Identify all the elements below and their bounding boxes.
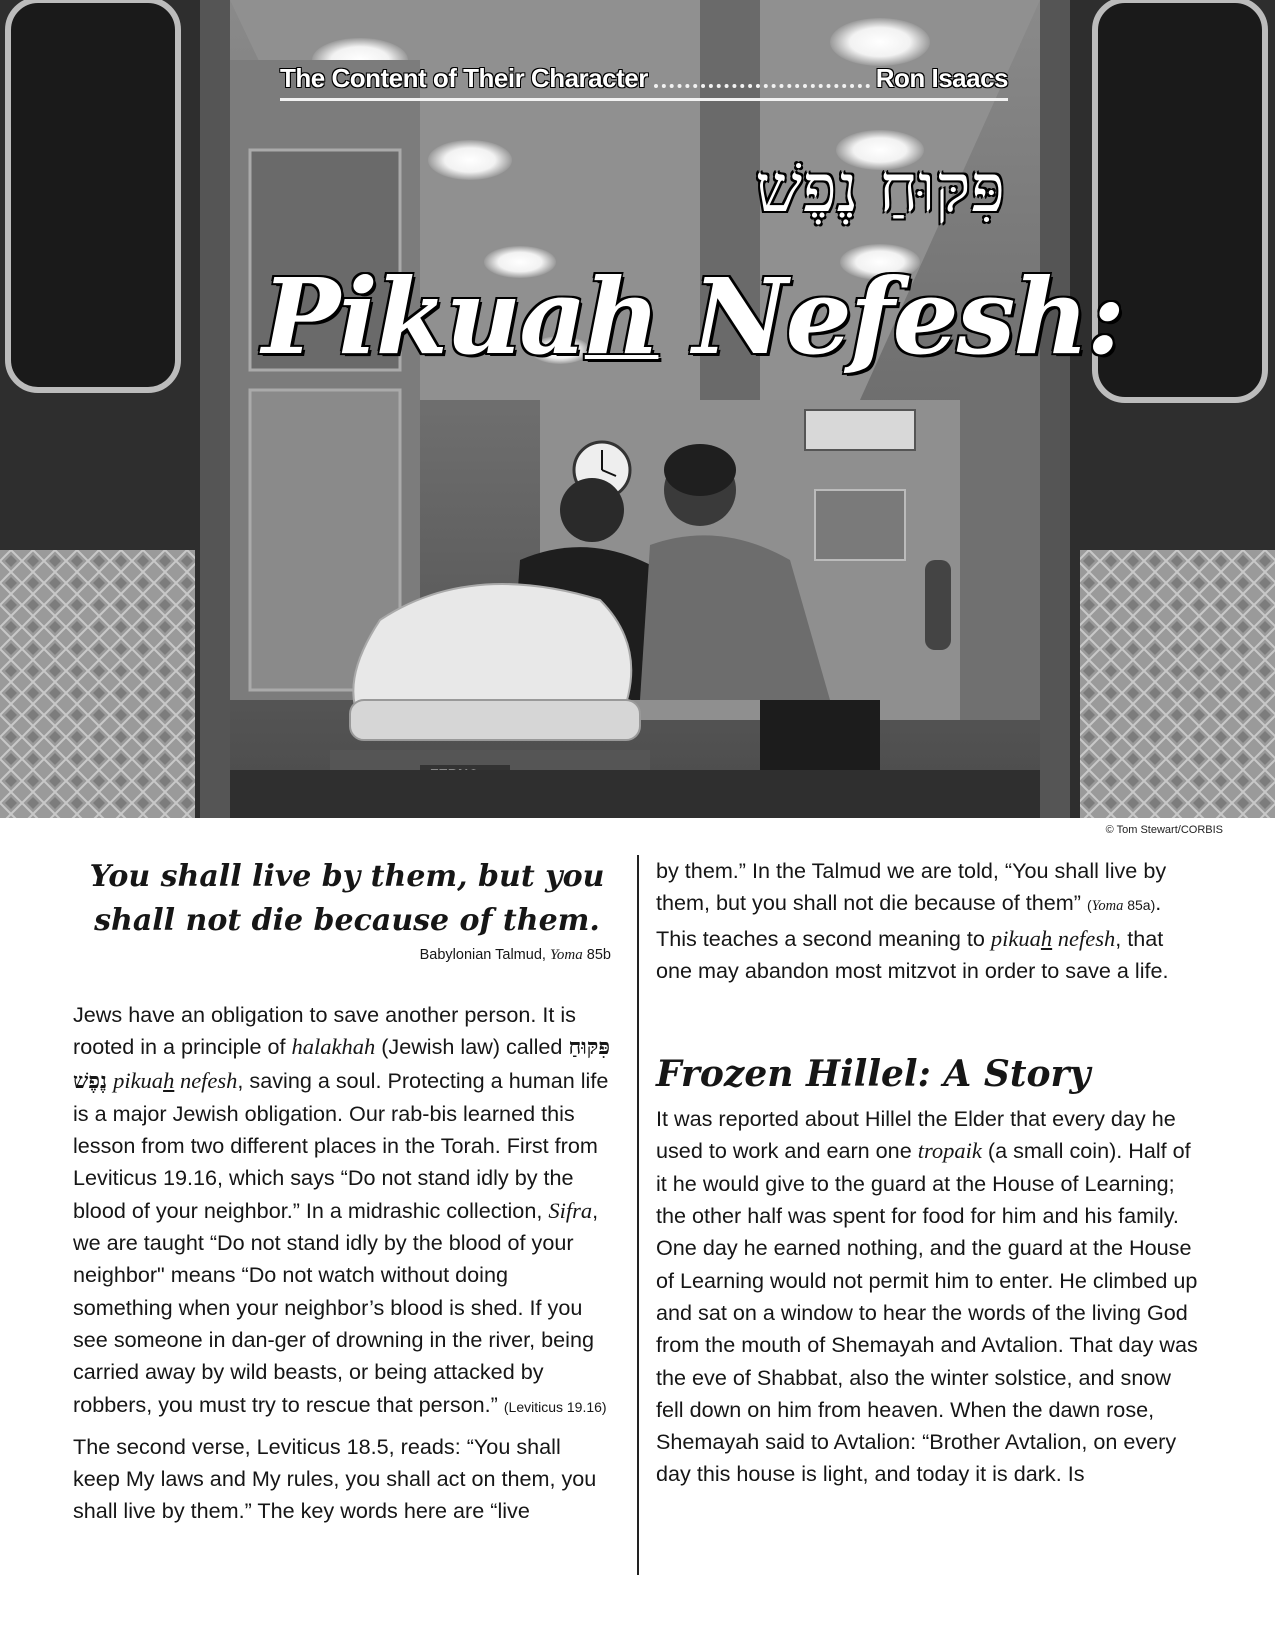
term-sifra: Sifra	[548, 1197, 593, 1223]
left-column	[73, 855, 611, 1528]
citation-close: 85a)	[1123, 897, 1156, 914]
term-pikuah	[991, 926, 1115, 951]
term-pikuah-a: pikua	[990, 925, 1041, 951]
body-paragraph	[656, 855, 1202, 987]
series-title: The Content of Their Character	[280, 63, 648, 93]
term-tropaik: tropaik	[917, 1138, 982, 1164]
ambulance-interior-illustration	[0, 0, 1275, 818]
text-run: (Jewish law) called	[375, 1034, 569, 1060]
text-run: , saving a soul. Protecting a human life is a major Jewish obligation. Our rab-bis learned this lesson from two different places in the Torah. First from Leviticus 19.16, which says “Do not stand idly by the blood of your neighbor.” In a midrashic collection,	[73, 1067, 609, 1223]
citation-open: (	[1086, 897, 1092, 914]
series-header	[280, 63, 1008, 101]
section-heading: Frozen Hillel: A Story	[656, 1053, 1091, 1096]
pull-quote: You shall live by them, but you shall not die because of them.	[89, 859, 605, 938]
hero-photo	[0, 0, 1275, 818]
body-paragraph	[656, 1103, 1202, 1491]
title-part-1: Pikua	[262, 255, 585, 378]
quote-source-prefix: Babylonian Talmud,	[419, 947, 550, 963]
text-run: It was reported about Hillel the Elder that every day he used to work and earn one	[656, 1106, 1176, 1164]
column-divider	[637, 855, 639, 1575]
quote-source-italic: Yoma	[549, 947, 583, 963]
body-paragraph: The second verse, Leviticus 18.5, reads: “You shall keep My laws and My rules, you shall act on them, you shall live by them.” The key words here are “live	[73, 1433, 597, 1524]
text-run: , we are taught “Do not stand idly by the blood of your neighbor" means “Do not watch without doing something when your neighbor’s blood is shed. If you see someone in dan-ger of drowning in the river, being carried away by wild beasts, or being attacked by robbers, you must try to rescue that person.”	[73, 1197, 599, 1417]
citation-yoma: Yoma	[1091, 898, 1124, 915]
page-title	[262, 255, 1123, 378]
title-underlined-letter: h	[584, 255, 659, 378]
text-run: , that one may abandon most mitzvot in order to save a life.	[656, 925, 1169, 983]
hebrew-term: פִּקּוּחַ נֶפֶשׁ	[73, 1035, 611, 1094]
term-pikuah-u: h	[163, 1067, 175, 1093]
term-pikuah	[113, 1068, 237, 1093]
author-name: Ron Isaacs	[875, 63, 1008, 93]
term-halakhah: halakhah	[291, 1034, 376, 1060]
hebrew-title: פִּקּוּחַ נֶפֶשׁ	[755, 150, 1005, 227]
text-run: . This teaches a second meaning to	[656, 890, 1162, 951]
term-nefesh: nefesh	[174, 1067, 238, 1093]
quote-source-suffix: 85b	[582, 947, 611, 963]
quote-source	[73, 945, 611, 965]
term-pikuah-a: pikua	[113, 1067, 164, 1093]
title-part-2: Nefesh:	[658, 255, 1124, 378]
photo-credit: © Tom Stewart/CORBIS	[1105, 824, 1223, 836]
body-paragraph	[73, 999, 611, 1423]
citation: (Leviticus 19.16)	[503, 1398, 607, 1415]
right-column	[656, 855, 1202, 1491]
citation	[1087, 897, 1155, 913]
text-run: (a small coin). Half of it he would give to the guard at the House of Learning; the other half was spent for food for him and his family. One day he earned nothing, and the guard at the House of Learning would not permit him to enter. He climbed up and sat on a window to hear the words of the living God from the mouth of Shemayah and Avtalion. That day was the eve of Shabbat, also the winter solstice, and snow fell down on him from heaven. When the dawn rose, Shemayah said to Avtalion: “Brother Avtalion, on every day this house is light, and today it is dark. Is	[656, 1138, 1198, 1487]
leader-dots	[654, 84, 870, 88]
text-run: Jews have an obligation to save another person. It is rooted in a principle of	[73, 1002, 576, 1060]
term-nefesh: nefesh	[1052, 925, 1116, 951]
term-pikuah-u: h	[1040, 925, 1053, 951]
text-run: by them.” In the Talmud we are told, “You shall live by them, but you shall not die because of them”	[656, 858, 1167, 916]
